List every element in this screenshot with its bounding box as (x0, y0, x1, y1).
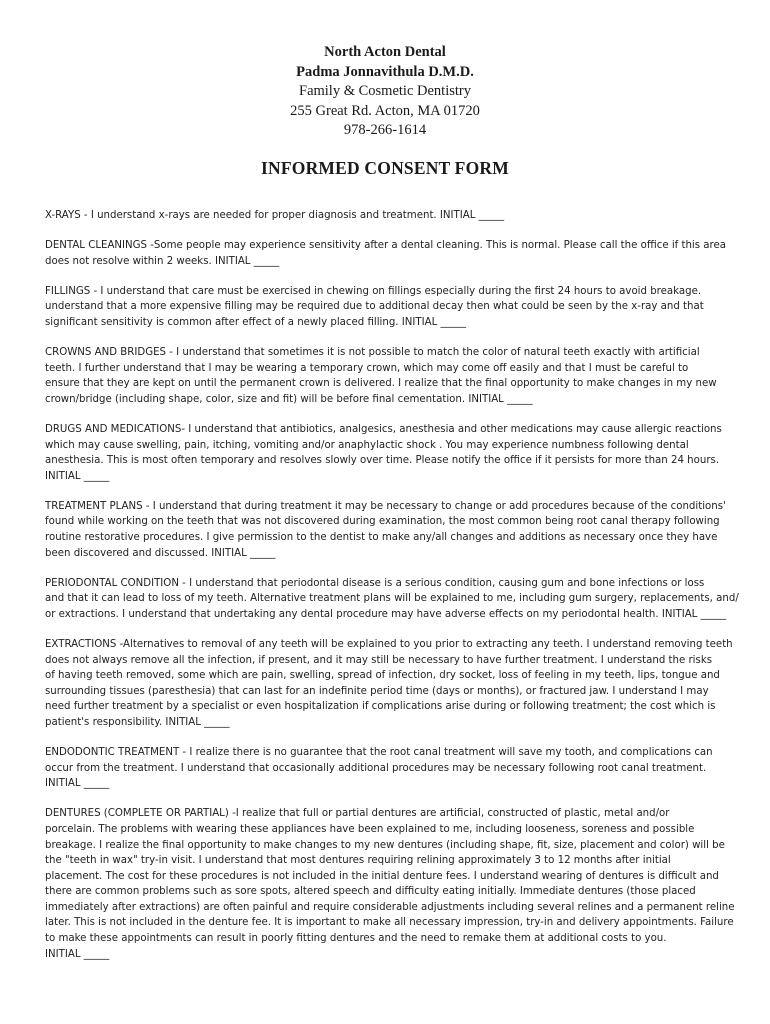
section-line: ensure that they are kept on until the permanent crown is delivered. I realize that the final opportunity to make changes in my new (45, 378, 717, 390)
section-drugs-and-medications (45, 422, 735, 484)
section-dentures (45, 806, 735, 962)
section-line: does not always remove all the infection, if present, and it may still be necessary to have further treatment. I understand the risks (45, 654, 713, 666)
section-line: there are common problems such as sore spots, altered speech and difficulty eating initially. Immediate dentures (those placed (45, 886, 696, 898)
section-line: later. This is not included in the denture fee. It is important to make all necessary impression, try-in and delivery appointments. Failure (45, 917, 734, 929)
section-line: significant sensitivity is common after effect of a newly placed filling. INITIAL _____ (45, 316, 466, 328)
section-line: INITIAL _____ (45, 778, 110, 790)
section-line: to make these appointments can result in poorly fitting dentures and the need to remake them at additional costs to you. (45, 933, 667, 945)
section-line: been discovered and discussed. INITIAL _____ (45, 547, 276, 559)
section-line: CROWNS AND BRIDGES - I understand that sometimes it is not possible to match the color of natural teeth exactly with artificial (45, 347, 700, 359)
section-line: crown/bridge (including shape, color, size and fit) will be before final cementation. INITIAL _____ (45, 393, 533, 405)
section-line: DENTAL CLEANINGS -Some people may experience sensitivity after a dental cleaning. This is normal. Please call the office if this area (45, 240, 727, 252)
section-dental-cleanings (45, 238, 735, 269)
dentist-name: Padma Jonnavithula D.M.D. (296, 63, 474, 80)
practice-specialty: Family & Cosmetic Dentistry (299, 83, 471, 99)
section-fillings (45, 284, 735, 331)
section-line: does not resolve within 2 weeks. INITIAL _____ (45, 255, 280, 267)
section-line: patient's responsibility. INITIAL _____ (45, 716, 230, 728)
section-line: immediately after extractions) are often painful and require considerable adjustments including several relines and a permanent reline (45, 901, 735, 913)
section-line: occur from the treatment. I understand that occasionally additional procedures may be necessary following root canal treatment. (45, 762, 707, 774)
section-line: found while working on the teeth that was not discovered during examination, the most common being root canal therapy following (45, 516, 720, 528)
section-line: and that it can lead to loss of my teeth. Alternative treatment plans will be explained to me, including gum surgery, replacements, and/ (45, 593, 739, 605)
section-line: DENTURES (COMPLETE OR PARTIAL) -I realize that full or partial dentures are artificial, constructed of plastic, metal and/or (45, 808, 670, 820)
section-line: of having teeth removed, some which are pain, swelling, spread of infection, dry socket, loss of feeling in my teeth, lips, tongue and (45, 670, 720, 682)
section-line: surrounding tissues (paresthesia) that can last for an indefinite period time (days or months), or fractured jaw. I understand I may (45, 685, 709, 697)
section-line: the "teeth in wax" try-in visit. I understand that most dentures requiring relining approximately 3 to 12 months after initial (45, 855, 671, 867)
section-line: PERIODONTAL CONDITION - I understand that periodontal disease is a serious condition, causing gum and bone infections or loss (45, 577, 705, 589)
section-crowns-and-bridges (45, 345, 735, 407)
section-line: FILLINGS - I understand that care must be exercised in chewing on fillings especially during the first 24 hours to avoid breakage. (45, 285, 702, 297)
section-x-rays (45, 208, 735, 224)
section-line: placement. The cost for these procedures is not included in the initial denture fees. I understand wearing of dentures is difficult and (45, 870, 719, 882)
section-line: teeth. I further understand that I may be wearing a temporary crown, which may come off easily and that I must be careful to (45, 362, 689, 374)
section-line: INITIAL _____ (45, 470, 110, 482)
section-line: EXTRACTIONS -Alternatives to removal of any teeth will be explained to you prior to extracting any teeth. I understand removing teeth (45, 638, 733, 650)
section-line: porcelain. The problems with wearing these appliances have been explained to me, including looseness, soreness and possible (45, 823, 695, 835)
section-line: X-RAYS - I understand x-rays are needed for proper diagnosis and treatment. INITIAL _____ (45, 210, 505, 221)
section-line: DRUGS AND MEDICATIONS- I understand that antibiotics, analgesics, anesthesia and other medications may cause allergic reactions (45, 423, 722, 435)
section-line: routine restorative procedures. I give permission to the dentist to make any/all changes and additions as necessary once they have (45, 532, 718, 543)
section-endodontic-treatment (45, 745, 735, 792)
section-line: which may cause swelling, pain, itching, vomiting and/or anaphylactic shock . You may experience numbness following dental (45, 439, 689, 451)
section-line: anesthesia. This is most often temporary and resolves slowly over time. Please notify the office if it persists for more than 24 hours. (45, 455, 720, 467)
section-line: need further treatment by a specialist or even hospitalization if complications arise during or following treatment; the cost which is (45, 701, 716, 713)
section-line: breakage. I realize the final opportunity to make changes to my new dentures (including shape, fit, size, placement and color) will be (45, 839, 725, 851)
section-line: or extractions. I understand that undertaking any dental procedure may have adverse effects on my periodontal health. INITIAL _____ (45, 608, 727, 620)
section-treatment-plans (45, 499, 735, 561)
section-line: INITIAL _____ (45, 948, 110, 960)
section-line: understand that a more expensive filling may be required due to additional decay then what could be seen by the x-ray and that (45, 301, 704, 313)
practice-phone: 978-266-1614 (343, 122, 427, 138)
practice-name: North Acton Dental (324, 44, 446, 60)
letterhead (0, 43, 770, 141)
section-extractions (45, 637, 735, 731)
section-line: TREATMENT PLANS - I understand that during treatment it may be necessary to change or add procedures because of the conditions' (45, 500, 726, 512)
section-line: ENDODONTIC TREATMENT - I realize there is no guarantee that the root canal treatment will save my tooth, and complications can (45, 747, 713, 759)
consent-sections (45, 208, 739, 977)
form-title: INFORMED CONSENT FORM (261, 158, 509, 178)
section-periodontal-condition (45, 576, 739, 623)
practice-address: 255 Great Rd. Acton, MA 01720 (290, 102, 480, 119)
